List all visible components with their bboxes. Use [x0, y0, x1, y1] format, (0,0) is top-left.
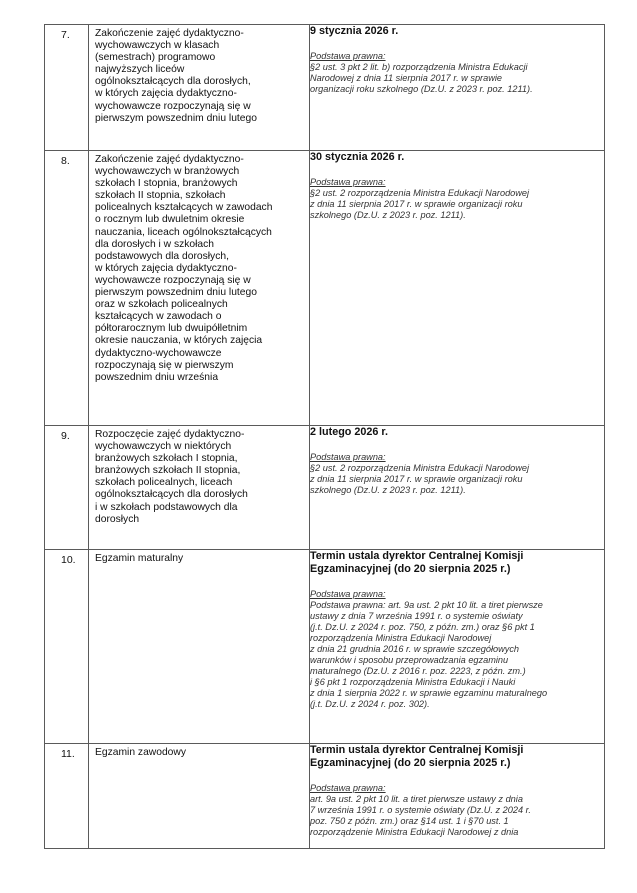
event-date: Termin ustala dyrektor Centralnej Komisji Egzaminacyjnej (do 20 sierpnia 2025 r.) [310, 550, 524, 575]
table-row [45, 151, 605, 426]
event-date: 30 stycznia 2026 r. [310, 151, 405, 163]
row-number: 11. [61, 748, 75, 760]
legal-basis-label: Podstawa prawna: [310, 452, 386, 462]
event-date-cell [310, 744, 605, 849]
calendar-table [44, 24, 605, 849]
row-number: 9. [61, 430, 70, 442]
event-description-cell [89, 426, 310, 550]
legal-basis-label: Podstawa prawna: [310, 177, 386, 187]
table-row [45, 25, 605, 151]
legal-basis-text: §2 ust. 3 pkt 2 lit. b) rozporządzenia Ministra Edukacji Narodowej z dnia 11 sierpnia 2017 r. w sprawie organizacji roku szkolnego (Dz.U. z 2023 r. poz. 1211). [310, 62, 533, 94]
event-date-cell [310, 151, 605, 426]
table-row [45, 550, 605, 744]
legal-basis-label: Podstawa prawna: [310, 589, 386, 599]
event-description: Rozpoczęcie zajęć dydaktyczno- wychowawczych w niektórych branżowych szkołach I stopnia, branżowych szkołach II stopnia, szkołach policealnych, liceach ogólnokształcących dla dorosłych i w szkołach podstawowych dla dorosłych [95, 429, 248, 525]
legal-basis-text: Podstawa prawna: art. 9a ust. 2 pkt 10 lit. a tiret pierwsze ustawy z dnia 7 września 1991 r. o systemie oświaty (j.t. Dz.U. z 2024 r. poz. 750, z późn. zm.) oraz §6 pkt 1 rozporządzenia Ministra Edukacji Narodowej z dnia 21 grudnia 2016 r. w sprawie szczegółowych warunków i sposobu przeprowadzania egzaminu maturalnego (Dz.U. z 2016 r. poz. 2223, z późn. zm.) i §6 pkt 1 rozporządzenia Ministra Edukacji i Nauki z dnia 1 sierpnia 2022 r. w sprawie egzaminu maturalnego (j.t. Dz.U. z 2024 r. poz. 302). [310, 600, 548, 709]
legal-basis-label: Podstawa prawna: [310, 51, 386, 61]
event-date: 2 lutego 2026 r. [310, 426, 389, 438]
event-date-cell [310, 25, 605, 151]
event-date: Termin ustala dyrektor Centralnej Komisji Egzaminacyjnej (do 20 sierpnia 2025 r.) [310, 744, 524, 769]
event-description-cell [89, 151, 310, 426]
row-number: 7. [61, 29, 70, 41]
legal-basis-label: Podstawa prawna: [310, 783, 386, 793]
legal-basis-text: §2 ust. 2 rozporządzenia Ministra Edukacji Narodowej z dnia 11 sierpnia 2017 r. w sprawie organizacji roku szkolnego (Dz.U. z 2023 r. poz. 1211). [310, 463, 530, 495]
row-number: 10. [61, 554, 76, 566]
row-number-cell [45, 550, 89, 744]
event-date: 9 stycznia 2026 r. [310, 25, 399, 37]
row-number-cell [45, 744, 89, 849]
event-date-cell [310, 426, 605, 550]
event-description: Egzamin zawodowy [95, 747, 186, 758]
table-row [45, 744, 605, 849]
event-description: Egzamin maturalny [95, 553, 184, 564]
row-number-cell [45, 426, 89, 550]
legal-basis-text: art. 9a ust. 2 pkt 10 lit. a tiret pierwsze ustawy z dnia 7 września 1991 r. o systemie oświaty (Dz.U. z 2024 r. poz. 750 z późn. zm.) oraz §14 ust. 1 i §70 ust. 1 rozporządzenie Ministra Edukacji Narodowej z dnia [310, 794, 531, 837]
event-date-cell [310, 550, 605, 744]
table-row [45, 426, 605, 550]
row-number-cell [45, 151, 89, 426]
event-description-cell [89, 744, 310, 849]
event-description: Zakończenie zajęć dydaktyczno- wychowawczych w klasach (semestrach) programowo najwyższych liceów ogólnokształcących dla dorosłych, w których zajęcia dydaktyczno- wychowawcze rozpoczynają się w pierwszym powszednim dniu lutego [95, 28, 257, 124]
row-number: 8. [61, 155, 70, 167]
event-description-cell [89, 550, 310, 744]
event-description-cell [89, 25, 310, 151]
legal-basis-text: §2 ust. 2 rozporządzenia Ministra Edukacji Narodowej z dnia 11 sierpnia 2017 r. w sprawie organizacji roku szkolnego (Dz.U. z 2023 r. poz. 1211). [310, 188, 530, 220]
row-number-cell [45, 25, 89, 151]
event-description: Zakończenie zajęć dydaktyczno- wychowawczych w branżowych szkołach I stopnia, branżowych szkołach II stopnia, szkołach policealnych kształcących w zawodach o rocznym lub dwuletnim okresie nauczania, liceach ogólnokształcących dla dorosłych i w szkołach podstawowych dla dorosłych, w których zajęcia dydaktyczno- wychowawcze rozpoczynają się w pierwszym powszednim dniu lutego oraz w szkołach policealnych kształcących w zawodach o półtorarocznym lub dwuipółletnim okresie nauczania, w których zajęcia dydaktyczno-wychowawcze rozpoczynają się w pierwszym powszednim dniu września [95, 154, 273, 383]
